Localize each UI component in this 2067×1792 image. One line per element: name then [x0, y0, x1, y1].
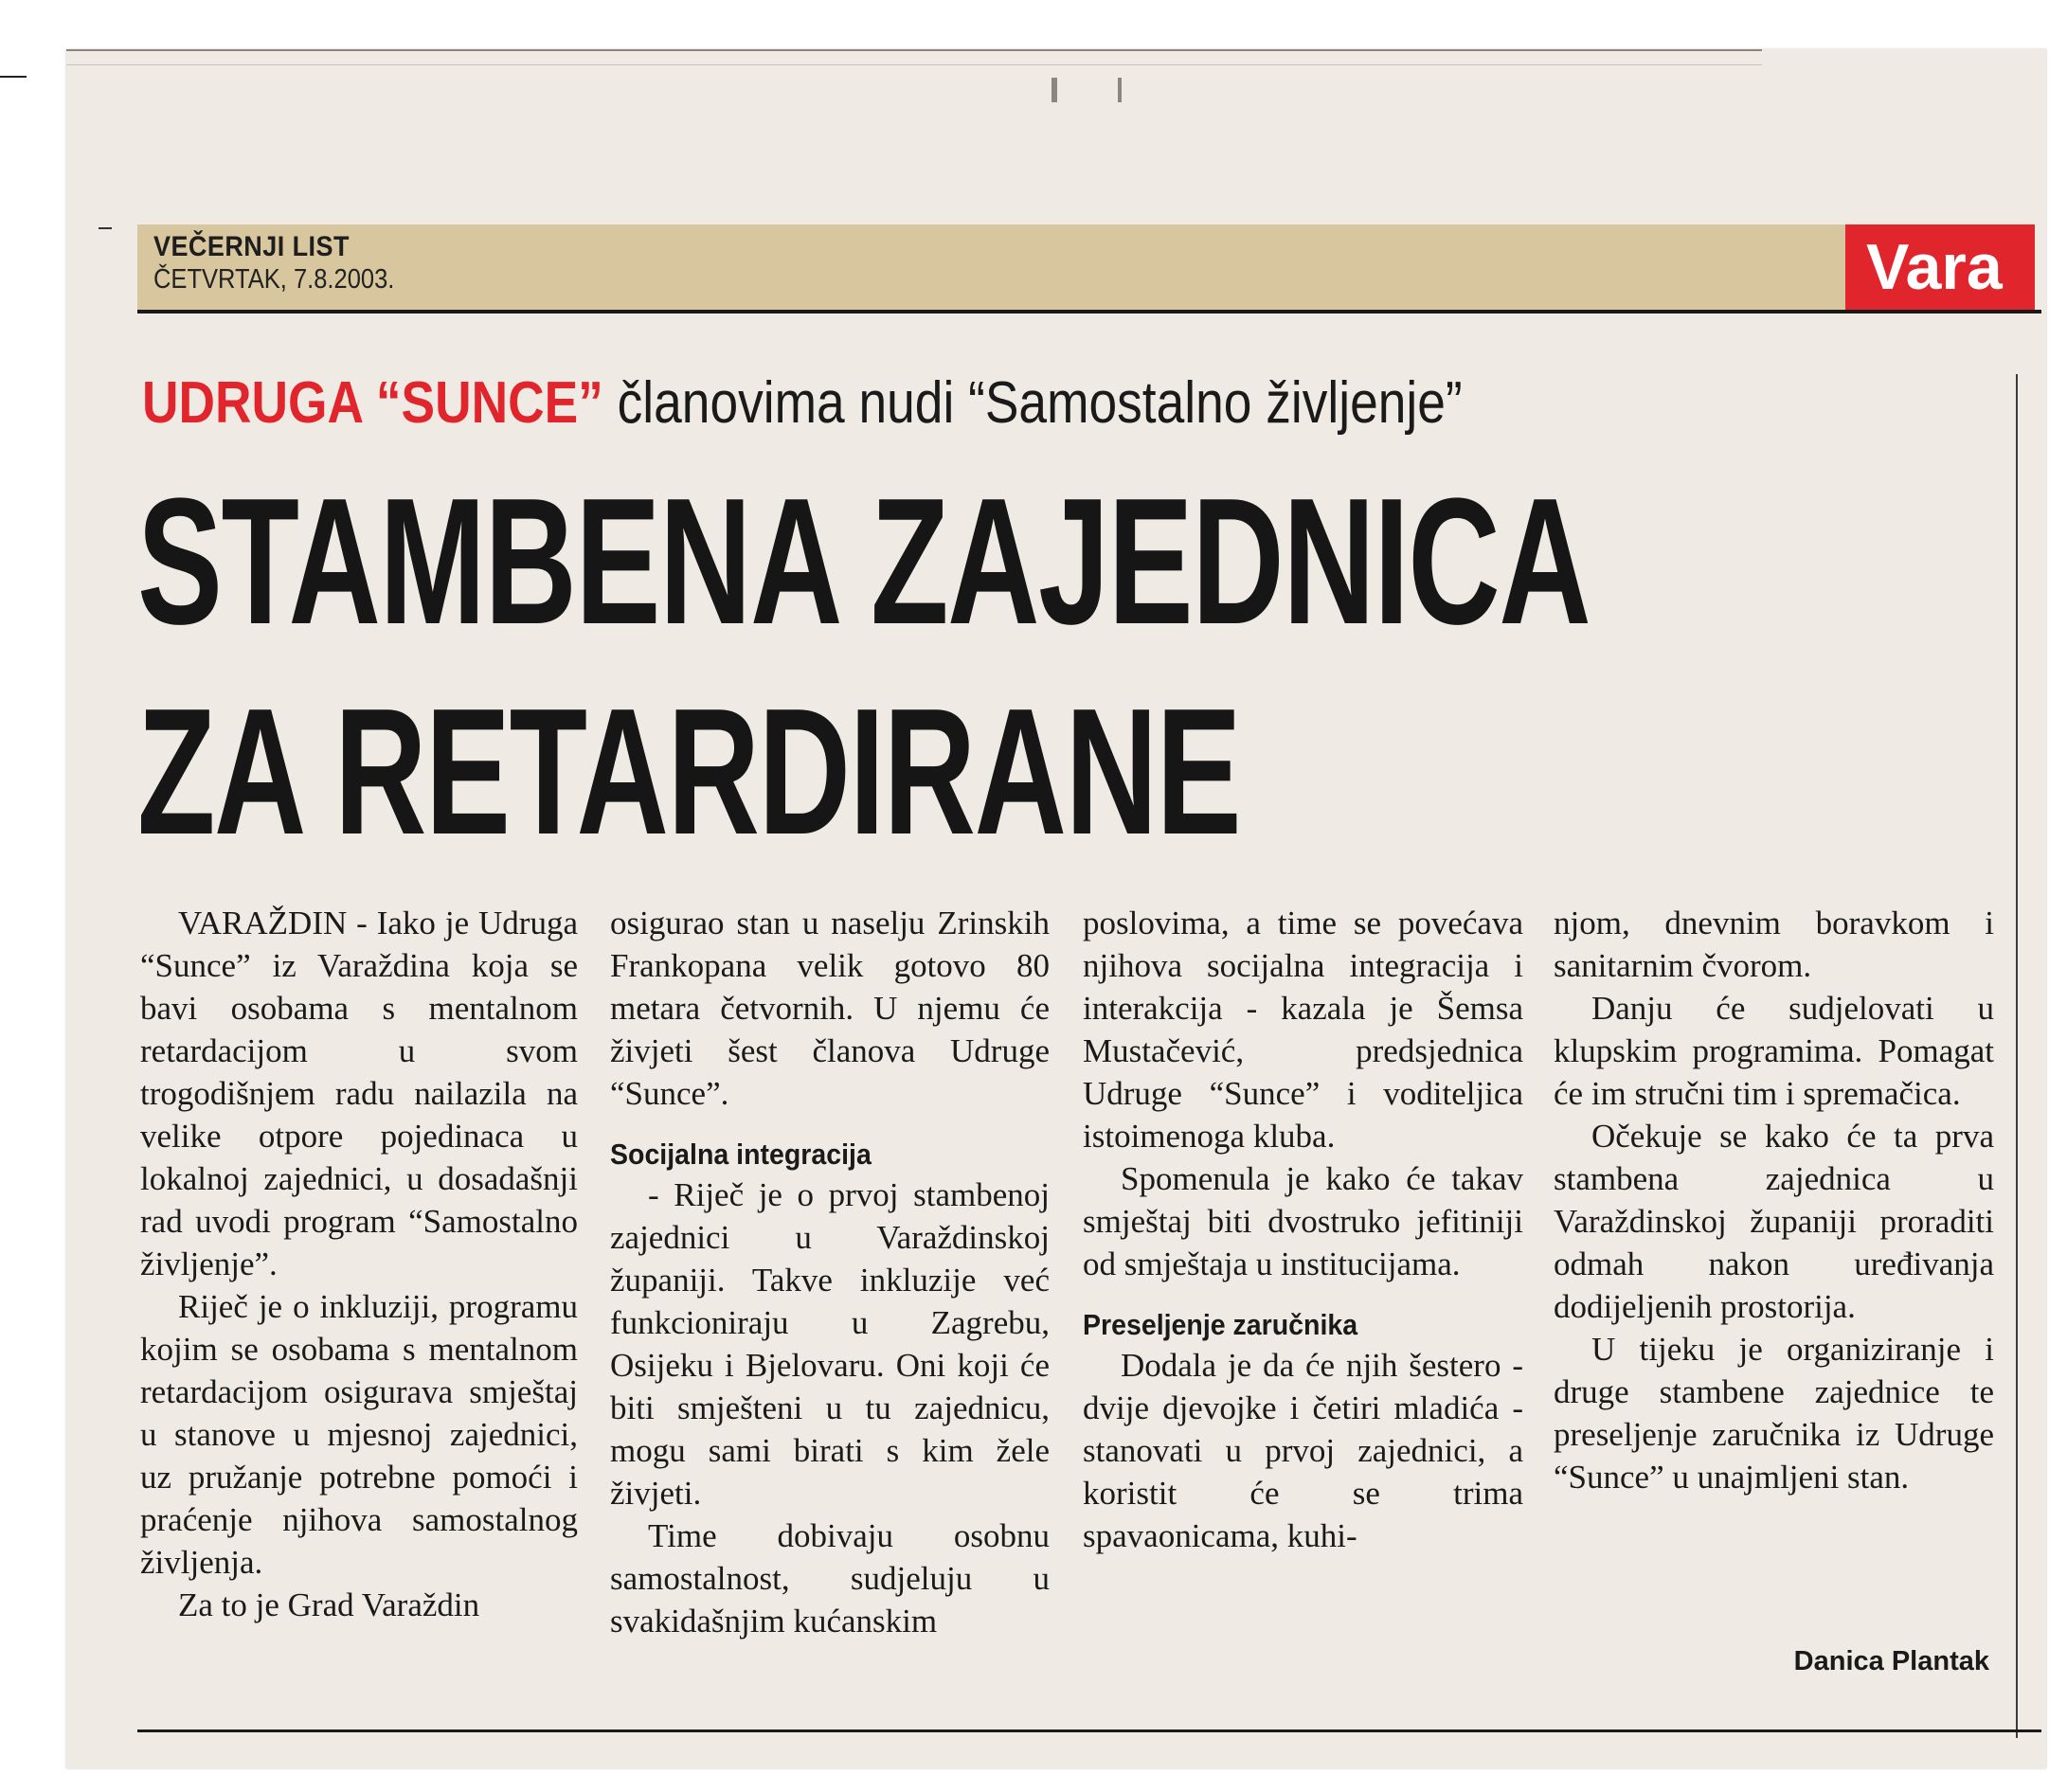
paragraph: Za to je Grad Varaždin [178, 1586, 480, 1623]
subheading: Preseljenje zaručnika [1083, 1308, 1358, 1341]
paragraph: Dodala je da će njih šestero - dvije djevojke i četiri mladića - stanovati u prvoj zajednici, a koristit će se trima spavaonicama, kuhi- [1083, 1347, 1523, 1554]
kicker-text: članovima nudi “Samostalno življenje” [602, 370, 1463, 436]
newspaper-name: VEČERNJI LIST [153, 231, 350, 262]
article-column-1 [140, 902, 578, 1626]
paragraph: Time dobivaju osobnu samostalnost, sudjeluju u svakidašnjim kućanskim [610, 1517, 1050, 1640]
article-column-4 [1554, 902, 1994, 1498]
paragraph: Očekuje se kako će ta prva stambena zajednica u Varaždinskoj županiji proraditi odmah nakon uređivanja dodijeljenih prostorija. [1554, 1118, 1994, 1325]
subheading: Socijalna integracija [610, 1138, 872, 1171]
section-tab [1845, 224, 2035, 310]
paragraph: Spomenula je kako će takav smještaj biti dvostruko jefitiniji od smještaja u institucijama. [1083, 1160, 1523, 1282]
paragraph: osigurao stan u naselju Zrinskih Frankopana velik gotovo 80 metara četvornih. U njemu će živjeti šest članova Udruge “Sunce”. [610, 905, 1050, 1112]
paragraph: Riječ je o inkluziji, programu kojim se osobama s mentalnom retardacijom osigurava smještaj u stanove u mjesnoj zajednici, uz pružanje potrebne pomoći i praćenje njihova samostalnog življenja. [140, 1288, 578, 1581]
headline-line-2: ZA RETARDIRANE [137, 672, 1241, 872]
crop-tick [99, 227, 112, 229]
paragraph: njom, dnevnim boravkom i sanitarnim čvorom. [1554, 905, 1994, 984]
author-byline: Danica Plantak [1793, 1646, 1989, 1676]
paragraph: Danju će sudjelovati u klupskim programima. Pomagat će im stručni tim i spremačica. [1554, 990, 1994, 1112]
paragraph: U tijeku je organiziranje i druge stambene zajednice te preseljenje zaručnika iz Udruge “Sunce” u unajmljeni stan. [1554, 1331, 1994, 1496]
publication-date: ČETVRTAK, 7.8.2003. [153, 264, 395, 295]
section-tab-label: Vara [1866, 231, 2003, 303]
paragraph: poslovima, a time se povećava njihova socijalna integracija i interakcija - kazala je Šemsa Mustačević, predsjednica Udruge “Sunce” i voditeljica istoimenoga kluba. [1083, 905, 1523, 1155]
bottom-rule [137, 1729, 2041, 1732]
header-rule [137, 310, 2041, 314]
clipping-top-edge [66, 49, 1762, 65]
fold-mark [1051, 78, 1057, 102]
paragraph: VARAŽDIN - Iako je Udruga “Sunce” iz Varaždina koja se bavi osobama s mentalnom retardacijom u svom trogodišnjem radu nailazila na velike otpore pojedinaca u lokalnoj zajednici, u dosadašnji rad uvodi program “Samostalno življenje”. [140, 905, 578, 1282]
article-kicker [142, 369, 1463, 437]
article-column-3 [1083, 902, 1523, 1557]
paragraph: - Riječ je o prvoj stambenoj zajednici u Varaždinskoj županiji. Takve inkluzije već funkcioniraju u Zagrebu, Osijeku i Bjelovaru. Oni koji će biti smješteni u tu zajednicu, mogu sami birati s kim žele živjeti. [610, 1176, 1050, 1512]
column-rule [2016, 374, 2018, 1738]
fold-mark [1118, 78, 1122, 102]
headline-line-1: STAMBENA ZAJEDNICA [137, 461, 1591, 662]
kicker-highlight: UDRUGA “SUNCE” [142, 370, 603, 436]
article-column-2 [610, 902, 1050, 1642]
scan-edge-mark [0, 76, 27, 78]
